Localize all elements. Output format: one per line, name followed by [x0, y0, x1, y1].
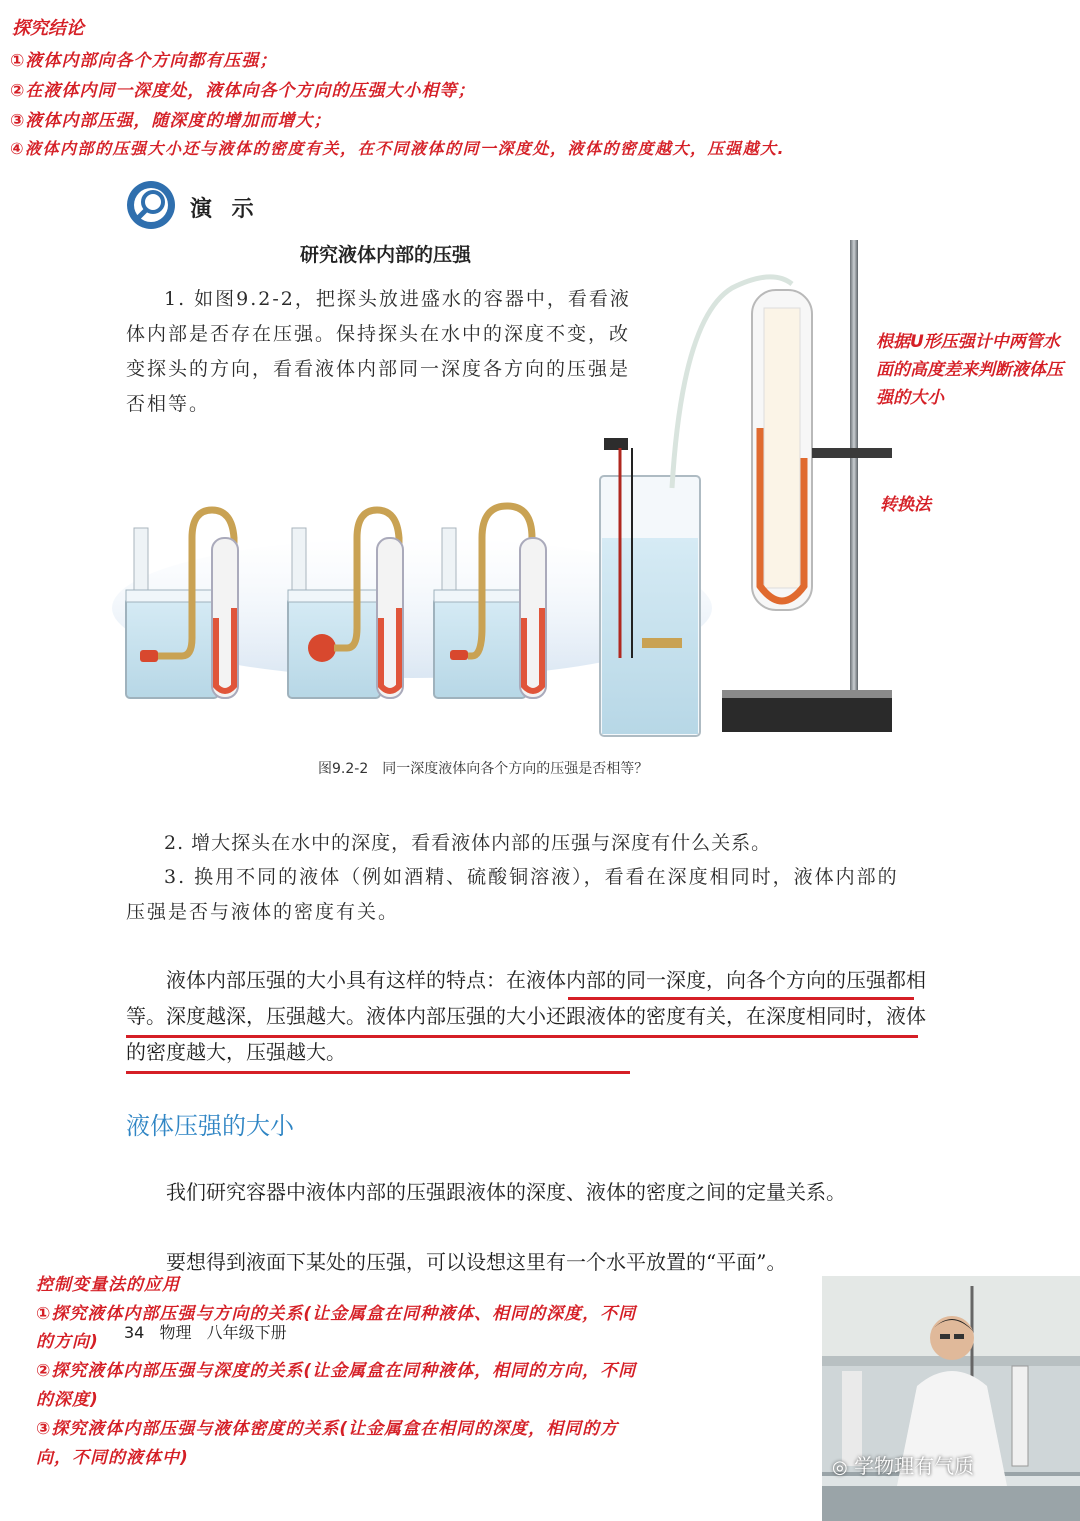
summary-lead: 液体内部压强的大小具有这样的特点： [166, 968, 506, 992]
wechat-icon: ◎ [832, 1457, 848, 1478]
section-paragraph-1: 我们研究容器中液体内部的压强跟液体的深度、液体的密度之间的定量关系。 [166, 1180, 846, 1204]
method-annotation: 根据U形压强计中两管水面的高度差来判断液体压强的大小 [876, 332, 1063, 408]
figure-caption: 图9.2-2 同一深度液体向各个方向的压强是否相等？ [318, 761, 649, 777]
underline-1 [568, 997, 914, 1000]
control-variables-title: 控制变量法的应用 [36, 1275, 180, 1295]
summary-key-points: 在液体内部的同一深度，向各个方向的压强都相等。深度越深，压强越大。液体内部压强的大小还跟液体的密度有关，在深度相同时，液体的密度越大，压强越大。 [126, 968, 926, 1064]
transform-method-annotation: 转换法 [880, 495, 931, 515]
control-variable-1b: 的方向) [36, 1332, 99, 1352]
step-3-text: 3. 换用不同的液体（例如酒精、硫酸铜溶液），看看在深度相同时，液体内部的压强是否与液体的密度有关。 [126, 866, 899, 923]
section-heading: 液体压强的大小 [126, 1112, 294, 1140]
small-setup-3 [434, 506, 546, 698]
page-number: 34 [124, 1323, 145, 1342]
conclusions-title: 探究结论 [12, 18, 84, 39]
section-paragraph-2: 要想得到液面下某处的压强，可以设想这里有一个水平放置的“平面”。 [166, 1250, 787, 1274]
subject-label: 物理 [159, 1323, 192, 1342]
magnifier-icon [126, 180, 176, 230]
summary-paragraph [126, 962, 926, 1070]
control-variable-3b: 向，不同的液体中) [36, 1448, 189, 1468]
control-variable-2b: 的深度) [36, 1390, 99, 1410]
u-tube-gauge [752, 290, 812, 610]
conclusion-1: ①液体内部向各个方向都有压强； [10, 51, 278, 71]
step-2-text: 2. 增大探头在水中的深度，看看液体内部的压强与深度有什么关系。 [164, 832, 772, 854]
large-beaker [600, 438, 700, 736]
control-variable-2a: ②探究液体内部压强与深度的关系(让金属盒在同种液体，相同的方向，不同 [36, 1361, 637, 1381]
pressure-gauge-figure [112, 238, 912, 758]
experiment-title: 研究液体内部的压强 [300, 244, 472, 266]
underline-3 [126, 1071, 630, 1074]
conclusion-2: ②在液体内同一深度处，液体向各个方向的压强大小相等； [10, 81, 476, 101]
demo-label: 演 示 [190, 197, 260, 222]
conclusion-4: ④液体内部的压强大小还与液体的密度有关，在不同液体的同一深度处，液体的密度越大，压强越大. [10, 139, 786, 158]
control-variable-3a: ③探究液体内部压强与液体密度的关系(让金属盒在相同的深度，相同的方 [36, 1419, 619, 1439]
control-variable-1a: ①探究液体内部压强与方向的关系(让金属盒在同种液体、相同的深度，不同 [36, 1304, 637, 1324]
classroom-photo [822, 1276, 1080, 1521]
step-1-text: 1. 如图9.2-2，把探头放进盛水的容器中，看看液体内部是否存在压强。保持探头在水中的深度不变，改变探头的方向，看看液体内部同一深度各方向的压强是否相等。 [126, 288, 631, 415]
wechat-watermark [832, 1450, 974, 1479]
watermark-text: 学物理有气质 [854, 1454, 975, 1478]
small-setup-1 [126, 510, 238, 698]
small-setup-2 [288, 510, 403, 698]
underline-2 [126, 1035, 918, 1038]
grade-label: 八年级下册 [206, 1323, 287, 1342]
conclusion-3: ③液体内部压强，随深度的增加而增大； [10, 111, 332, 131]
